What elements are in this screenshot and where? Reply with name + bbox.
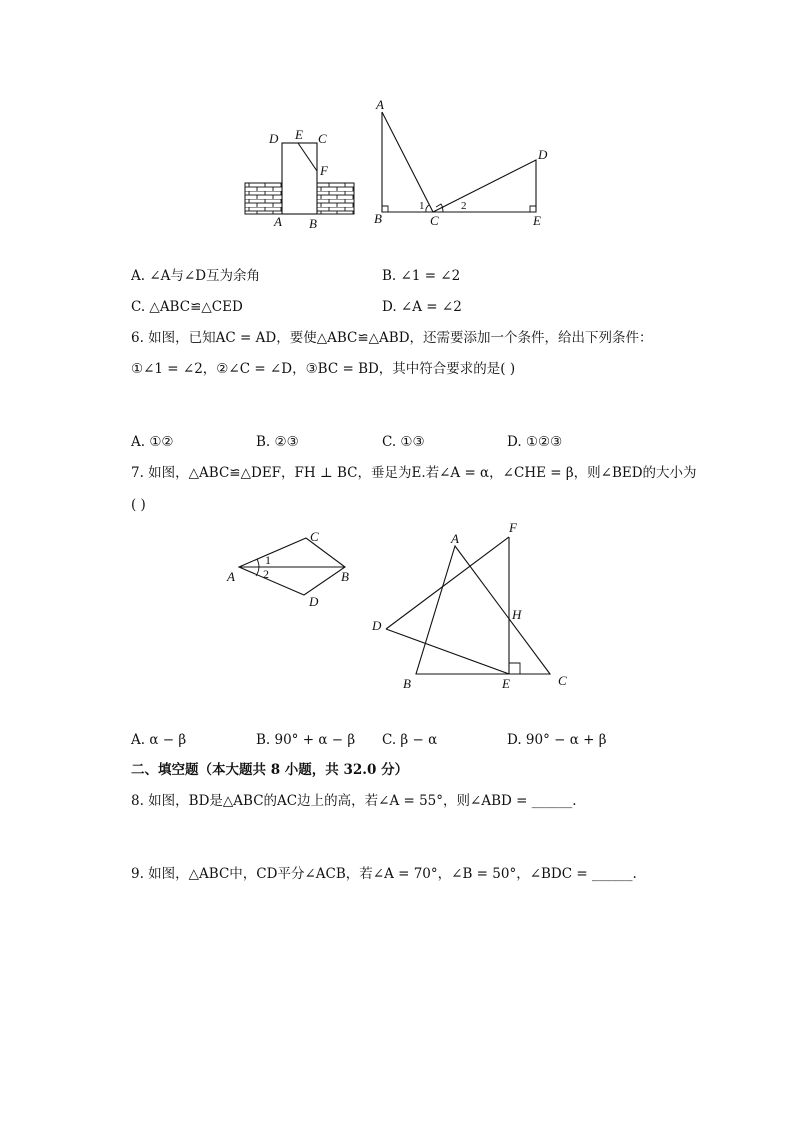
q5-option-b[interactable]: B. ∠1 = ∠2 xyxy=(382,268,461,284)
q7-option-a[interactable]: A. α − β xyxy=(131,732,187,748)
label-angle-1: 1 xyxy=(419,200,425,212)
label-angle-2: 2 xyxy=(263,567,269,581)
segment-df xyxy=(386,537,509,629)
label-A: A xyxy=(376,97,384,112)
q6-option-d[interactable]: D. ①②③ xyxy=(507,434,563,450)
label-A: A xyxy=(451,531,459,546)
q6-stem-line2: ①∠1 = ∠2，②∠C = ∠D，③BC = BD，其中符合要求的是( ) xyxy=(131,361,516,377)
label-C: C xyxy=(430,213,439,228)
label-F: F xyxy=(509,520,517,535)
label-B: B xyxy=(403,676,411,691)
label-D: D xyxy=(269,131,279,146)
q5-option-c[interactable]: C. △ABC≌△CED xyxy=(131,299,243,315)
q7-option-b[interactable]: B. 90° + α − β xyxy=(256,732,356,748)
label-angle-1: 1 xyxy=(265,553,271,567)
label-F: F xyxy=(320,163,328,178)
q9-stem: 9. 如图，△ABC中，CD平分∠ACB，若∠A = 70°，∠B = 50°，∠BDC = ______. xyxy=(131,866,637,882)
q6-option-c[interactable]: C. ①③ xyxy=(382,434,425,450)
triangle-abc xyxy=(416,546,550,674)
label-E: E xyxy=(533,213,541,228)
label-C: C xyxy=(310,529,319,544)
label-D: D xyxy=(372,618,382,633)
q7-stem-line2: ( ) xyxy=(131,497,146,513)
q8-stem: 8. 如图，BD是△ABC的AC边上的高，若∠A = 55°，则∠ABD = ______. xyxy=(131,793,577,809)
label-B: B xyxy=(341,569,349,584)
label-A: A xyxy=(274,214,282,229)
label-D: D xyxy=(309,594,319,609)
q7-option-c[interactable]: C. β − α xyxy=(382,732,438,748)
q7-option-d[interactable]: D. 90° − α + β xyxy=(507,732,607,748)
label-C: C xyxy=(318,131,327,146)
q6-stem-line1: 6. 如图，已知AC = AD，要使△ABC≌△ABD，还需要添加一个条件，给出下列条件： xyxy=(131,330,653,346)
section-2-header: 二、填空题（本大题共 8 小题，共 32.0 分） xyxy=(131,762,409,778)
label-H: H xyxy=(512,607,522,622)
label-C: C xyxy=(558,673,567,688)
label-angle-2: 2 xyxy=(461,200,467,212)
label-D: D xyxy=(538,147,548,162)
q5-option-d[interactable]: D. ∠A = ∠2 xyxy=(382,299,462,315)
label-E: E xyxy=(295,127,303,142)
label-B: B xyxy=(309,216,317,231)
right-angle-E xyxy=(509,663,520,674)
q6-option-a[interactable]: A. ①② xyxy=(131,434,174,450)
label-E: E xyxy=(502,676,510,691)
segment-de xyxy=(386,629,509,674)
q6-option-b[interactable]: B. ②③ xyxy=(256,434,299,450)
q5-option-a[interactable]: A. ∠A与∠D互为余角 xyxy=(131,268,261,284)
label-B: B xyxy=(374,211,382,226)
q7-stem-line1: 7. 如图，△ABC≌△DEF，FH ⊥ BC，垂足为E.若∠A = α，∠CHE = β，则∠BED的大小为 xyxy=(131,465,697,481)
label-A: A xyxy=(227,569,235,584)
